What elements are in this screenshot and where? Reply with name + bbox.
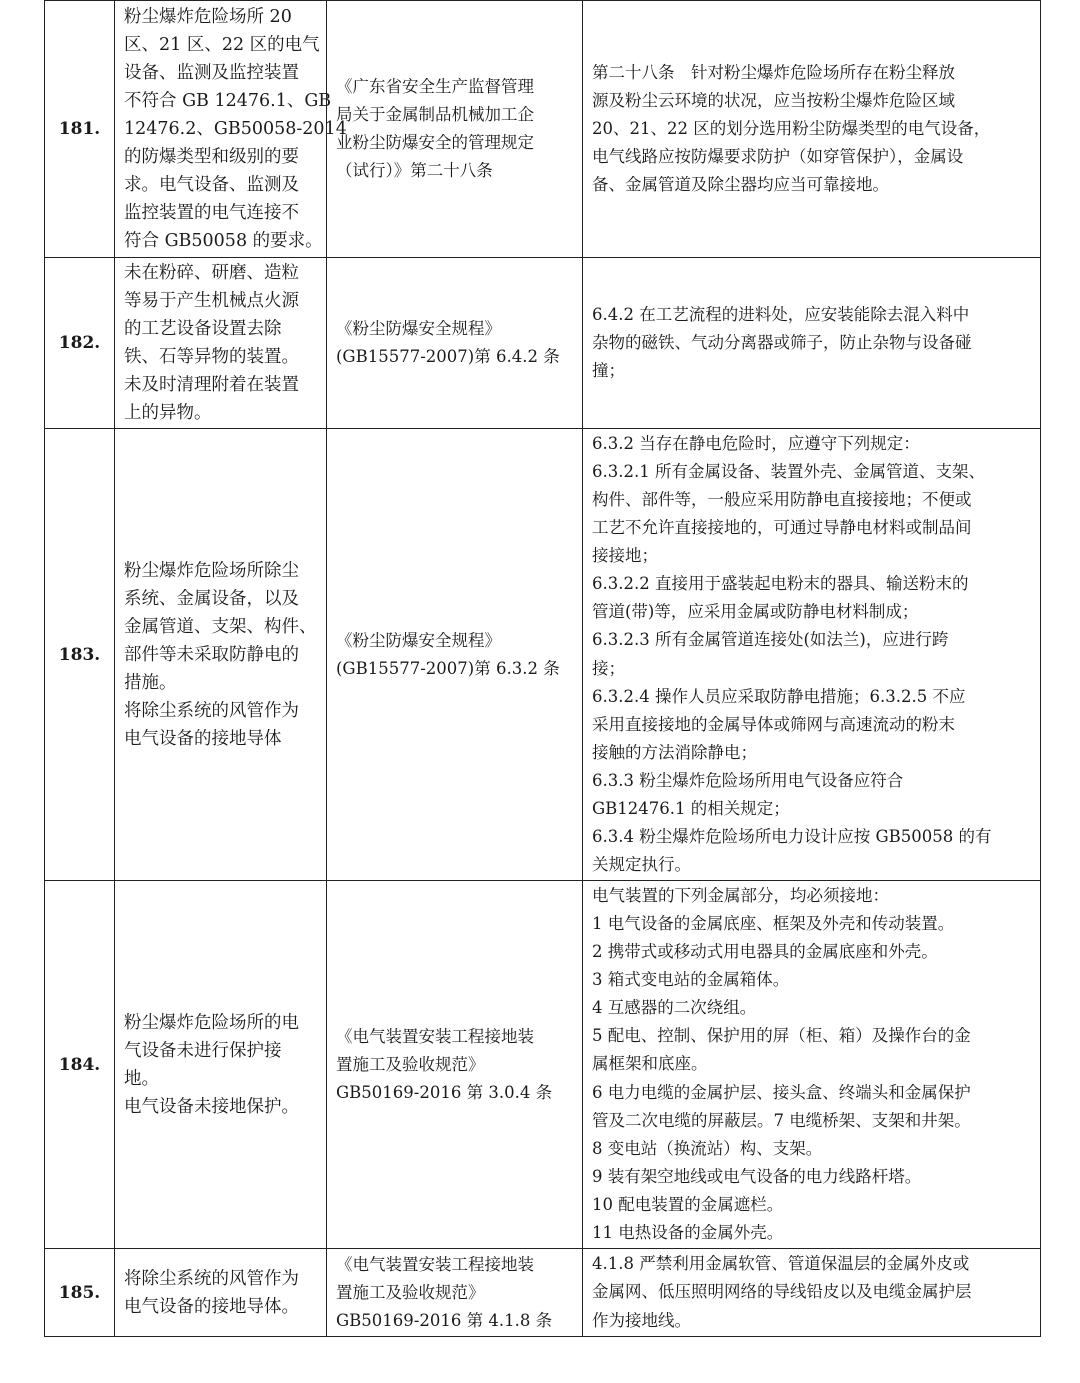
row-number: 185. (45, 1249, 115, 1337)
requirement-cell (583, 258, 1041, 429)
requirement-cell-line: 4.1.8 严禁利用金属软管、管道保温层的金属外皮或 (592, 1254, 970, 1274)
issue-cell-line: 粉尘爆炸危险场所除尘 (124, 560, 299, 581)
requirement-cell-line: 1 电气设备的金属底座、框架及外壳和传动装置。 (592, 913, 955, 933)
requirement-cell-line: 10 配电装置的金属遮栏。 (592, 1194, 784, 1214)
basis-cell-line: GB50169-2016 第 3.0.4 条 (336, 1082, 553, 1102)
basis-cell (327, 1249, 583, 1337)
issue-cell-line: 符合 GB50058 的要求。 (124, 231, 323, 251)
issue-cell-line: 12476.2、GB50058-2014 (124, 119, 347, 139)
issue-cell-line: 电气设备的接地导体。 (124, 1296, 299, 1317)
basis-cell-line: 《粉尘防爆安全规程》 (336, 319, 501, 338)
requirement-cell-line: 6.3.2 当存在静电危险时，应遵守下列规定： (592, 433, 920, 453)
table-row (45, 258, 1041, 429)
requirement-cell-line: 工艺不允许直接接地的，可通过导静电材料或制品间 (592, 518, 972, 538)
issue-cell (115, 429, 327, 881)
issue-cell-line: 未及时清理附着在装置 (124, 375, 299, 395)
issue-cell-line: 措施。 (124, 672, 177, 693)
issue-cell-line: 粉尘爆炸危险场所的电 (124, 1012, 299, 1033)
requirement-cell-line: 接； (592, 658, 625, 678)
issue-cell-line: 等易于产生机械点火源 (124, 291, 299, 311)
issue-cell-line: 未在粉碎、研磨、造粒 (124, 263, 299, 283)
issue-cell-line: 上的异物。 (124, 403, 212, 423)
requirement-cell-line: 6.3.2.1 所有金属设备、装置外壳、金属管道、支架、 (592, 461, 985, 481)
requirement-cell-line: 6.3.2.3 所有金属管道连接处(如法兰)，应进行跨 (592, 630, 949, 650)
requirement-cell (583, 1, 1041, 258)
requirement-cell (583, 881, 1041, 1249)
issue-cell-line: 求。电气设备、监测及 (124, 175, 299, 195)
requirement-cell-line: 4 互感器的二次绕组。 (592, 998, 757, 1018)
issue-cell (115, 1, 347, 258)
issue-cell-line: 设备、监测及监控装置 (124, 63, 299, 83)
issue-cell-line: 监控装置的电气连接不 (124, 203, 299, 223)
requirement-cell (583, 1249, 1041, 1337)
issue-cell (115, 881, 327, 1249)
table-row (45, 1, 1041, 258)
requirement-cell (583, 429, 1041, 881)
requirement-cell-line: 管道(带)等，应采用金属或防静电材料制成； (592, 602, 919, 622)
issue-cell-line: 将除尘系统的风管作为 (124, 1268, 299, 1289)
requirement-cell-line: 接接地； (592, 546, 658, 566)
requirement-cell-line: 6 电力电缆的金属护层、接头盒、终端头和金属保护 (592, 1082, 971, 1102)
basis-cell-line: (GB15577-2007)第 6.3.2 条 (336, 658, 560, 678)
issue-cell-line: 部件等未采取防静电的 (124, 644, 299, 665)
basis-cell-line: 《电气装置安装工程接地装 (336, 1254, 534, 1274)
regulation-table (44, 0, 1041, 1337)
requirement-cell-line: 9 装有架空地线或电气设备的电力线路杆塔。 (592, 1166, 922, 1186)
requirement-cell-line: 6.3.2.2 直接用于盛装起电粉末的器具、输送粉末的 (592, 574, 969, 594)
requirement-cell-line: 11 电热设备的金属外壳。 (592, 1223, 784, 1243)
requirement-cell-line: 6.4.2 在工艺流程的进料处，应安装能除去混入料中 (592, 304, 970, 324)
requirement-cell-line: GB12476.1 的相关规定； (592, 798, 790, 818)
requirement-cell-line: 第二十八条 针对粉尘爆炸危险场所存在粉尘释放 (592, 62, 955, 82)
issue-cell-line: 电气设备的接地导体 (124, 728, 282, 749)
table-row (45, 429, 1041, 881)
basis-cell (327, 881, 583, 1249)
issue-cell-line: 系统、金属设备，以及 (124, 588, 299, 609)
basis-cell-line: 置施工及验收规范》 (336, 1054, 485, 1074)
issue-cell-line: 粉尘爆炸危险场所 20 (124, 7, 292, 27)
table-row (45, 881, 1041, 1249)
requirement-cell-line: 管及二次电缆的屏蔽层。7 电缆桥架、支架和井架。 (592, 1110, 971, 1130)
row-number: 183. (45, 429, 115, 881)
requirement-cell-line: 作为接地线。 (592, 1310, 691, 1330)
issue-cell (115, 1249, 327, 1337)
basis-cell-line: 《电气装置安装工程接地装 (336, 1026, 534, 1046)
issue-cell-line: 铁、石等异物的装置。 (124, 347, 299, 367)
requirement-cell-line: 6.3.2.4 操作人员应采取防静电措施；6.3.2.5 不应 (592, 686, 966, 706)
requirement-cell-line: 接触的方法消除静电； (592, 742, 757, 762)
issue-cell-line: 不符合 GB 12476.1、GB (124, 91, 332, 111)
requirement-cell-line: 3 箱式变电站的金属箱体。 (592, 970, 790, 990)
table-row (45, 1249, 1041, 1337)
basis-cell-line: 局关于金属制品机械加工企 (336, 105, 534, 124)
requirement-cell-line: 8 变电站（换流站）构、支架。 (592, 1138, 823, 1158)
issue-cell-line: 区、21 区、22 区的电气 (124, 35, 320, 55)
requirement-cell-line: 采用直接接地的金属导体或筛网与高速流动的粉末 (592, 714, 955, 734)
issue-cell (115, 258, 327, 429)
requirement-cell-line: 关规定执行。 (592, 855, 691, 875)
requirement-cell-line: 备、金属管道及除尘器均应当可靠接地。 (592, 175, 889, 195)
requirement-cell-line: 20、21、22 区的划分选用粉尘防爆类型的电气设备， (592, 118, 991, 138)
basis-cell-line: GB50169-2016 第 4.1.8 条 (336, 1310, 553, 1330)
basis-cell-line: (GB15577-2007)第 6.4.2 条 (336, 347, 560, 366)
issue-cell-line: 地。 (124, 1068, 159, 1089)
row-number: 182. (45, 258, 115, 429)
issue-cell-line: 的工艺设备设置去除 (124, 319, 282, 339)
requirement-cell-line: 电气线路应按防爆要求防护（如穿管保护），金属设 (592, 147, 964, 167)
basis-cell-line: 置施工及验收规范》 (336, 1282, 485, 1302)
requirement-cell-line: 5 配电、控制、保护用的屏（柜、箱）及操作台的金 (592, 1026, 971, 1046)
basis-cell (327, 1, 583, 258)
issue-cell-line: 将除尘系统的风管作为 (124, 700, 299, 721)
requirement-cell-line: 撞； (592, 361, 625, 381)
requirement-cell-line: 6.3.3 粉尘爆炸危险场所用电气设备应符合 (592, 770, 904, 790)
basis-cell-line: 业粉尘防爆安全的管理规定 (336, 133, 534, 152)
requirement-cell-line: 6.3.4 粉尘爆炸危险场所电力设计应按 GB50058 的有 (592, 827, 992, 847)
issue-cell-line: 电气设备未接地保护。 (124, 1096, 299, 1117)
issue-cell-line: 气设备未进行保护接 (124, 1040, 282, 1061)
requirement-cell-line: 2 携带式或移动式用电器具的金属底座和外壳。 (592, 942, 938, 962)
requirement-cell-line: 构件、部件等，一般应采用防静电直接接地；不便或 (592, 489, 972, 509)
basis-cell-line: （试行）》第二十八条 (336, 161, 493, 180)
requirement-cell-line: 源及粉尘云环境的状况，应当按粉尘爆炸危险区域 (592, 90, 955, 110)
basis-cell-line: 《广东省安全生产监督管理 (336, 77, 534, 96)
requirement-cell-line: 电气装置的下列金属部分，均必须接地： (592, 885, 889, 905)
row-number: 184. (45, 881, 115, 1249)
issue-cell-line: 的防爆类型和级别的要 (124, 147, 299, 167)
requirement-cell-line: 金属网、低压照明网络的导线铅皮以及电缆金属护层 (592, 1282, 972, 1302)
basis-cell (327, 258, 583, 429)
row-number: 181. (45, 1, 115, 258)
issue-cell-line: 金属管道、支架、构件、 (124, 616, 317, 637)
basis-cell-line: 《粉尘防爆安全规程》 (336, 630, 501, 650)
requirement-cell-line: 属框架和底座。 (592, 1054, 708, 1074)
requirement-cell-line: 杂物的磁铁、气动分离器或筛子，防止杂物与设备碰 (592, 332, 972, 352)
basis-cell (327, 429, 583, 881)
